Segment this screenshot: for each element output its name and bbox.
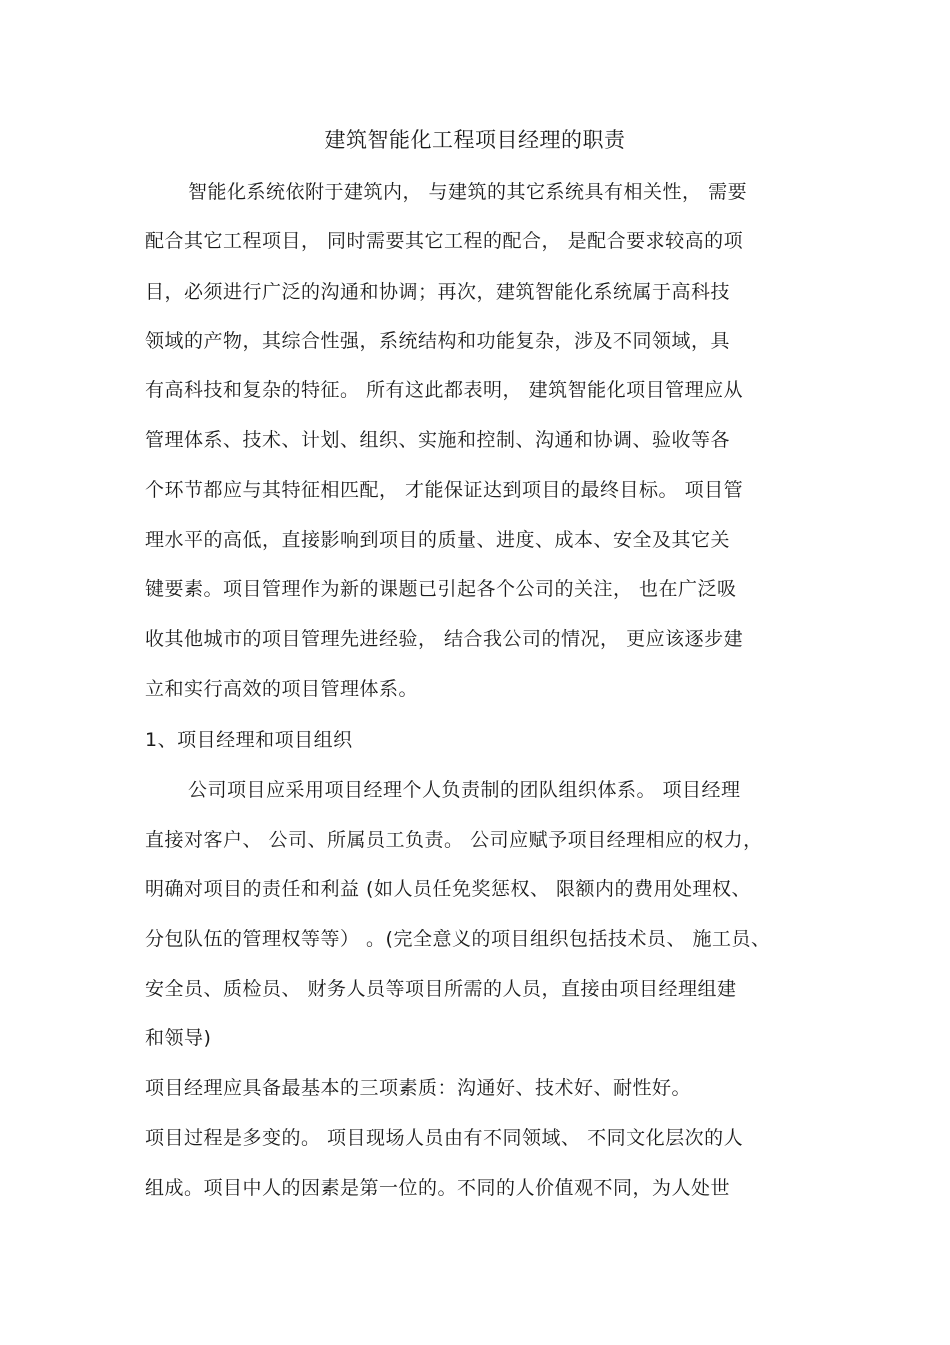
paragraph-line: 和领导) [145, 1027, 212, 1049]
section-heading: 1、项目经理和项目组织 [145, 729, 353, 751]
paragraph-line: 分包队伍的管理权等等） 。(完全意义的项目组织包括技术员、 施工员、 [145, 928, 771, 950]
paragraph-line: 组成。项目中人的因素是第一位的。不同的人价值观不同，为人处世 [145, 1177, 731, 1199]
paragraph-line: 个环节都应与其特征相匹配， 才能保证达到项目的最终目标。 项目管 [145, 479, 744, 501]
paragraph-line: 直接对客户、 公司、所属员工负责。 公司应赋予项目经理相应的权力， [145, 829, 763, 851]
paragraph-line: 目，必须进行广泛的沟通和协调；再次，建筑智能化系统属于高科技 [145, 281, 731, 303]
paragraph-line: 项目经理应具备最基本的三项素质：沟通好、技术好、耐性好。 [145, 1077, 692, 1099]
paragraph-line: 理水平的高低，直接影响到项目的质量、进度、成本、安全及其它关 [145, 529, 731, 551]
paragraph-line: 安全员、质检员、 财务人员等项目所需的人员，直接由项目经理组建 [145, 978, 737, 1000]
paragraph-line: 公司项目应采用项目经理个人负责制的团队组织体系。 项目经理 [188, 779, 741, 801]
paragraph-line: 键要素。项目管理作为新的课题已引起各个公司的关注， 也在广泛吸 [145, 578, 737, 600]
paragraph-line: 有高科技和复杂的特征。 所有这此都表明， 建筑智能化项目管理应从 [145, 379, 744, 401]
paragraph-line: 管理体系、技术、计划、组织、实施和控制、沟通和协调、验收等各 [145, 429, 731, 451]
paragraph-line: 领域的产物，其综合性强，系统结构和功能复杂，涉及不同领域，具 [145, 330, 731, 352]
paragraph-line: 项目过程是多变的。 项目现场人员由有不同领域、 不同文化层次的人 [145, 1127, 744, 1149]
paragraph-line: 配合其它工程项目， 同时需要其它工程的配合， 是配合要求较高的项 [145, 230, 744, 252]
paragraph-line: 智能化系统依附于建筑内， 与建筑的其它系统具有相关性， 需要 [188, 181, 748, 203]
paragraph-line: 收其他城市的项目管理先进经验， 结合我公司的情况， 更应该逐步建 [145, 628, 744, 650]
paragraph-line: 明确对项目的责任和利益 (如人员任免奖惩权、 限额内的费用处理权、 [145, 878, 751, 900]
document-title: 建筑智能化工程项目经理的职责 [324, 128, 626, 152]
paragraph-line: 立和实行高效的项目管理体系。 [145, 678, 419, 700]
